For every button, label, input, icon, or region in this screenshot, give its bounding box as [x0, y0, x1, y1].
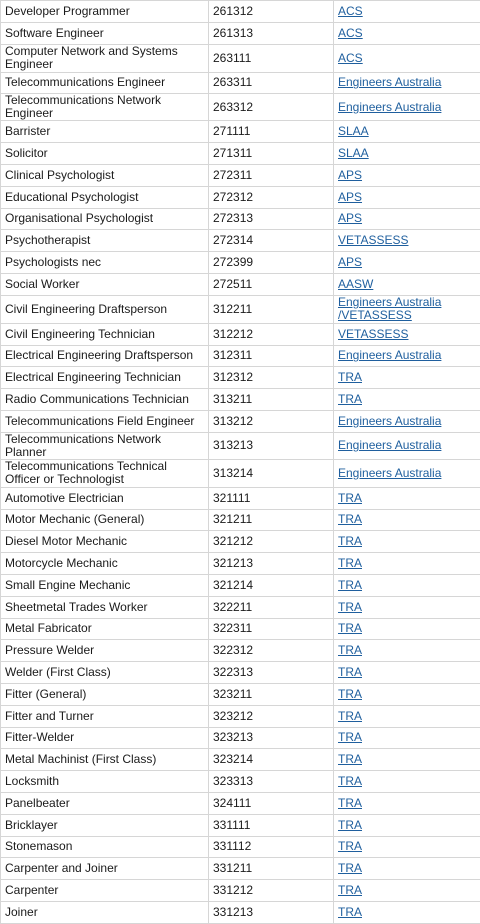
assessing-authority-cell [334, 323, 480, 345]
anzsco-code: 272399 [209, 252, 334, 274]
anzsco-code: 312311 [209, 345, 334, 367]
anzsco-code: 321213 [209, 553, 334, 575]
assessing-authority-cell [334, 143, 480, 165]
table-row [1, 94, 480, 121]
assessing-authority-link[interactable]: TRA [338, 534, 362, 548]
table-row [1, 22, 480, 44]
occupation-name: Organisational Psychologist [1, 208, 209, 230]
occupation-name: Carpenter and Joiner [1, 858, 209, 880]
assessing-authority-link[interactable]: APS [338, 190, 362, 204]
anzsco-code: 313211 [209, 389, 334, 411]
occupation-name: Sheetmetal Trades Worker [1, 596, 209, 618]
assessing-authority-link[interactable]: TRA [338, 883, 362, 897]
anzsco-code: 321212 [209, 531, 334, 553]
assessing-authority-link[interactable]: VETASSESS [338, 233, 408, 247]
assessing-authority-link[interactable]: Engineers Australia /VETASSESS [338, 295, 441, 322]
assessing-authority-link[interactable]: Engineers Australia [338, 75, 441, 89]
table-row [1, 553, 480, 575]
assessing-authority-cell [334, 880, 480, 902]
occupation-name: Psychologists nec [1, 252, 209, 274]
table-row [1, 531, 480, 553]
anzsco-code: 331213 [209, 901, 334, 923]
table-row [1, 121, 480, 143]
table-row [1, 814, 480, 836]
assessing-authority-cell [334, 295, 480, 323]
assessing-authority-link[interactable]: TRA [338, 752, 362, 766]
occupation-name: Joiner [1, 901, 209, 923]
occupation-name: Computer Network and Systems Engineer [1, 44, 209, 72]
assessing-authority-cell [334, 230, 480, 252]
table-row [1, 662, 480, 684]
anzsco-code: 261313 [209, 22, 334, 44]
assessing-authority-link[interactable]: APS [338, 255, 362, 269]
table-row [1, 164, 480, 186]
assessing-authority-link[interactable]: VETASSESS [338, 327, 408, 341]
assessing-authority-cell [334, 252, 480, 274]
assessing-authority-link[interactable]: TRA [338, 861, 362, 875]
occupation-name: Motor Mechanic (General) [1, 509, 209, 531]
assessing-authority-link[interactable]: TRA [338, 578, 362, 592]
occupation-name: Telecommunications Network Planner [1, 432, 209, 459]
table-row [1, 487, 480, 509]
occupation-name: Telecommunications Network Engineer [1, 94, 209, 121]
anzsco-code: 331211 [209, 858, 334, 880]
occupation-name: Educational Psychologist [1, 186, 209, 208]
table-row [1, 771, 480, 793]
occupation-name: Social Worker [1, 273, 209, 295]
assessing-authority-cell [334, 1, 480, 23]
table-row [1, 186, 480, 208]
assessing-authority-cell [334, 208, 480, 230]
anzsco-code: 323214 [209, 749, 334, 771]
assessing-authority-link[interactable]: SLAA [338, 124, 369, 138]
anzsco-code: 272511 [209, 273, 334, 295]
occupation-name: Carpenter [1, 880, 209, 902]
table-row [1, 1, 480, 23]
occupation-name: Clinical Psychologist [1, 164, 209, 186]
assessing-authority-link[interactable]: APS [338, 168, 362, 182]
table-row [1, 208, 480, 230]
assessing-authority-cell [334, 640, 480, 662]
anzsco-code: 323313 [209, 771, 334, 793]
anzsco-code: 263312 [209, 94, 334, 121]
assessing-authority-cell [334, 574, 480, 596]
assessing-authority-cell [334, 94, 480, 121]
table-row [1, 323, 480, 345]
anzsco-code: 263311 [209, 72, 334, 94]
anzsco-code: 263111 [209, 44, 334, 72]
assessing-authority-link[interactable]: TRA [338, 730, 362, 744]
assessing-authority-link[interactable]: TRA [338, 818, 362, 832]
occupation-name: Telecommunications Field Engineer [1, 410, 209, 432]
table-row [1, 836, 480, 858]
table-row [1, 432, 480, 459]
table-row [1, 252, 480, 274]
anzsco-code: 313212 [209, 410, 334, 432]
assessing-authority-link[interactable]: TRA [338, 905, 362, 919]
assessing-authority-link[interactable]: ACS [338, 26, 363, 40]
assessing-authority-link[interactable]: TRA [338, 600, 362, 614]
anzsco-code: 321214 [209, 574, 334, 596]
occupation-table-body [1, 1, 480, 924]
anzsco-code: 313214 [209, 459, 334, 487]
anzsco-code: 313213 [209, 432, 334, 459]
assessing-authority-link[interactable]: APS [338, 211, 362, 225]
table-row [1, 792, 480, 814]
anzsco-code: 272314 [209, 230, 334, 252]
assessing-authority-cell [334, 662, 480, 684]
table-row [1, 345, 480, 367]
assessing-authority-cell [334, 792, 480, 814]
occupation-name: Fitter (General) [1, 683, 209, 705]
assessing-authority-link[interactable]: AASW [338, 277, 373, 291]
anzsco-code: 331212 [209, 880, 334, 902]
anzsco-code: 272313 [209, 208, 334, 230]
assessing-authority-cell [334, 432, 480, 459]
anzsco-code: 272312 [209, 186, 334, 208]
assessing-authority-cell [334, 22, 480, 44]
table-row [1, 143, 480, 165]
assessing-authority-cell [334, 487, 480, 509]
anzsco-code: 322311 [209, 618, 334, 640]
assessing-authority-link[interactable]: ACS [338, 4, 363, 18]
anzsco-code: 271111 [209, 121, 334, 143]
assessing-authority-link[interactable]: Engineers Australia [338, 100, 441, 114]
assessing-authority-cell [334, 727, 480, 749]
anzsco-code: 323211 [209, 683, 334, 705]
assessing-authority-cell [334, 771, 480, 793]
anzsco-code: 324111 [209, 792, 334, 814]
assessing-authority-cell [334, 44, 480, 72]
table-row [1, 749, 480, 771]
occupation-name: Locksmith [1, 771, 209, 793]
assessing-authority-link[interactable]: TRA [338, 665, 362, 679]
assessing-authority-cell [334, 186, 480, 208]
assessing-authority-cell [334, 459, 480, 487]
table-row [1, 459, 480, 487]
assessing-authority-link[interactable]: TRA [338, 370, 362, 384]
occupation-name: Metal Fabricator [1, 618, 209, 640]
assessing-authority-link[interactable]: TRA [338, 556, 362, 570]
occupation-name: Electrical Engineering Technician [1, 367, 209, 389]
assessing-authority-cell [334, 121, 480, 143]
table-row [1, 727, 480, 749]
table-row [1, 574, 480, 596]
assessing-authority-link[interactable]: TRA [338, 796, 362, 810]
table-row [1, 44, 480, 72]
table-row [1, 705, 480, 727]
assessing-authority-cell [334, 901, 480, 923]
table-row [1, 596, 480, 618]
table-row [1, 72, 480, 94]
occupation-name: Diesel Motor Mechanic [1, 531, 209, 553]
table-row [1, 367, 480, 389]
anzsco-code: 272311 [209, 164, 334, 186]
occupation-name: Fitter-Welder [1, 727, 209, 749]
assessing-authority-link[interactable]: Engineers Australia [338, 348, 441, 362]
assessing-authority-link[interactable]: TRA [338, 621, 362, 635]
assessing-authority-link[interactable]: TRA [338, 774, 362, 788]
occupation-name: Welder (First Class) [1, 662, 209, 684]
table-row [1, 273, 480, 295]
occupation-name: Stonemason [1, 836, 209, 858]
assessing-authority-link[interactable]: TRA [338, 643, 362, 657]
anzsco-code: 312212 [209, 323, 334, 345]
table-row [1, 618, 480, 640]
table-row [1, 509, 480, 531]
assessing-authority-link[interactable]: Engineers Australia [338, 466, 441, 480]
assessing-authority-cell [334, 164, 480, 186]
table-row [1, 683, 480, 705]
table-row [1, 858, 480, 880]
assessing-authority-cell [334, 596, 480, 618]
anzsco-code: 323212 [209, 705, 334, 727]
occupation-name: Telecommunications Technical Officer or Technologist [1, 459, 209, 487]
assessing-authority-cell [334, 836, 480, 858]
occupation-name: Software Engineer [1, 22, 209, 44]
assessing-authority-cell [334, 509, 480, 531]
anzsco-code: 321111 [209, 487, 334, 509]
assessing-authority-link[interactable]: SLAA [338, 146, 369, 160]
assessing-authority-link[interactable]: TRA [338, 392, 362, 406]
anzsco-code: 312211 [209, 295, 334, 323]
occupation-name: Pressure Welder [1, 640, 209, 662]
occupation-name: Psychotherapist [1, 230, 209, 252]
assessing-authority-cell [334, 345, 480, 367]
anzsco-code: 322312 [209, 640, 334, 662]
assessing-authority-cell [334, 683, 480, 705]
assessing-authority-cell [334, 705, 480, 727]
assessing-authority-link[interactable]: Engineers Australia [338, 414, 441, 428]
table-row [1, 230, 480, 252]
anzsco-code: 261312 [209, 1, 334, 23]
anzsco-code: 271311 [209, 143, 334, 165]
occupation-name: Radio Communications Technician [1, 389, 209, 411]
occupation-name: Automotive Electrician [1, 487, 209, 509]
occupation-name: Telecommunications Engineer [1, 72, 209, 94]
table-row [1, 880, 480, 902]
table-row [1, 389, 480, 411]
assessing-authority-link[interactable]: TRA [338, 709, 362, 723]
occupation-name: Electrical Engineering Draftsperson [1, 345, 209, 367]
anzsco-code: 331112 [209, 836, 334, 858]
assessing-authority-cell [334, 410, 480, 432]
occupation-name: Bricklayer [1, 814, 209, 836]
assessing-authority-cell [334, 389, 480, 411]
assessing-authority-link[interactable]: TRA [338, 687, 362, 701]
anzsco-code: 312312 [209, 367, 334, 389]
anzsco-code: 331111 [209, 814, 334, 836]
occupation-name: Civil Engineering Technician [1, 323, 209, 345]
assessing-authority-link[interactable]: ACS [338, 51, 363, 65]
assessing-authority-link[interactable]: Engineers Australia [338, 438, 441, 452]
assessing-authority-cell [334, 618, 480, 640]
assessing-authority-cell [334, 858, 480, 880]
table-row [1, 410, 480, 432]
assessing-authority-cell [334, 749, 480, 771]
occupation-name: Small Engine Mechanic [1, 574, 209, 596]
anzsco-code: 321211 [209, 509, 334, 531]
occupation-name: Fitter and Turner [1, 705, 209, 727]
assessing-authority-cell [334, 367, 480, 389]
occupation-name: Motorcycle Mechanic [1, 553, 209, 575]
assessing-authority-cell [334, 531, 480, 553]
occupation-name: Civil Engineering Draftsperson [1, 295, 209, 323]
table-row [1, 901, 480, 923]
occupation-name: Developer Programmer [1, 1, 209, 23]
assessing-authority-link[interactable]: TRA [338, 512, 362, 526]
assessing-authority-link[interactable]: TRA [338, 491, 362, 505]
table-row [1, 640, 480, 662]
anzsco-code: 322313 [209, 662, 334, 684]
anzsco-code: 322211 [209, 596, 334, 618]
assessing-authority-cell [334, 273, 480, 295]
assessing-authority-cell [334, 814, 480, 836]
assessing-authority-cell [334, 553, 480, 575]
assessing-authority-cell [334, 72, 480, 94]
occupation-name: Barrister [1, 121, 209, 143]
occupation-name: Solicitor [1, 143, 209, 165]
occupation-name: Panelbeater [1, 792, 209, 814]
occupation-name: Metal Machinist (First Class) [1, 749, 209, 771]
table-row [1, 295, 480, 323]
anzsco-code: 323213 [209, 727, 334, 749]
assessing-authority-link[interactable]: TRA [338, 839, 362, 853]
